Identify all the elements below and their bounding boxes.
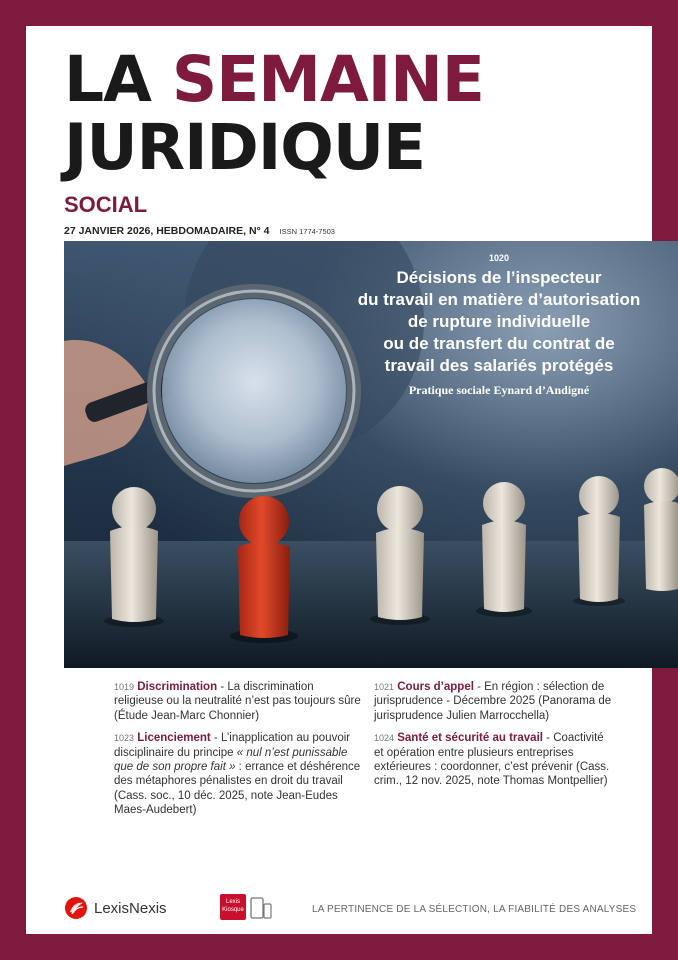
publisher-name[interactable]: LexisNexis (94, 900, 167, 917)
summary-number: 1024 (374, 733, 395, 744)
summary-number: 1019 (114, 682, 135, 692)
masthead-juridique: JURIDIQUE (64, 111, 426, 184)
cover-story-author: Pratique sociale Eynard d’Andigné (408, 383, 590, 397)
summary-text: - L’inapplication au pouvoir disciplinaire du principe (114, 732, 351, 759)
summary-heading: Cours d’appel (397, 681, 474, 693)
issue-date: 27 JANVIER 2026, HEBDOMADAIRE, N° 4 (64, 225, 270, 237)
summary-heading: Discrimination (137, 681, 218, 693)
lexisnexis-logo-icon[interactable] (64, 896, 88, 920)
cover-title-line: Décisions de l’inspecteur (396, 268, 602, 287)
issn: ISSN 1774-7503 (279, 227, 335, 236)
summary-text: : errance et déshérence des métaphores pénalistes en droit du travail (Cass. soc., 10 déc. 2025, note Jean-Eudes Maes-Audebert) (114, 761, 361, 817)
summary-text: - La discrimination religieuse ou la neutralité n’est pas toujours sûre (Étude Jean-Marc Chonnier) (114, 681, 361, 722)
summary-column-right (374, 680, 614, 797)
kiosque-line-1: Lexis (225, 899, 240, 905)
cover-title-line: du travail en matière d’autorisation (357, 290, 641, 309)
cover-title-line: travail des salariés protégés (384, 356, 614, 375)
masthead-la: LA (64, 43, 151, 116)
magnifying-glass-icon (154, 291, 354, 491)
summary-quote: « nul n’est punissable que de son propre fait » (114, 746, 348, 774)
summary-column-left (114, 680, 362, 826)
cover-title-line: de rupture individuelle (407, 312, 591, 331)
summary-number: 1021 (374, 682, 395, 692)
summary-entry[interactable] (114, 731, 362, 817)
kiosque-line-2: Kiosque (222, 907, 244, 913)
cover-image (64, 241, 678, 668)
summary-heading: Santé et sécurité au travail (397, 732, 543, 745)
masthead-line-1 (64, 43, 484, 116)
masthead-semaine: SEMAINE (171, 43, 484, 116)
summary-heading: Licenciement (137, 732, 211, 745)
cover-story-title (334, 267, 664, 377)
summary-entry[interactable] (374, 680, 614, 723)
lexis-kiosque-badge[interactable] (220, 894, 246, 920)
summary-text: - Coactivité et opération entre plusieurs entreprises extérieures : coordonner, c’est prévenir (Cass. crim., 12 nov. 2025, note Thomas Montpellier) (374, 732, 610, 788)
summary-number: 1023 (114, 733, 135, 744)
cover-title-line: ou de transfert du contrat de (383, 334, 615, 353)
issue-line (64, 225, 335, 237)
section-name: SOCIAL (64, 192, 148, 217)
summary-entry[interactable] (374, 731, 614, 789)
summary-text: - En région : sélection de jurisprudence - Décembre 2025 (Panorama de jurisprudence Julien Marrocchella) (374, 681, 612, 722)
devices-icon (250, 895, 272, 921)
cover-story-number: 1020 (488, 253, 510, 263)
tagline: LA PERTINENCE DE LA SÉLECTION, LA FIABILITÉ DES ANALYSES (312, 904, 637, 915)
masthead (64, 43, 484, 184)
cover-story[interactable] (334, 253, 664, 398)
summary-entry[interactable] (114, 680, 362, 723)
footer (26, 894, 652, 924)
